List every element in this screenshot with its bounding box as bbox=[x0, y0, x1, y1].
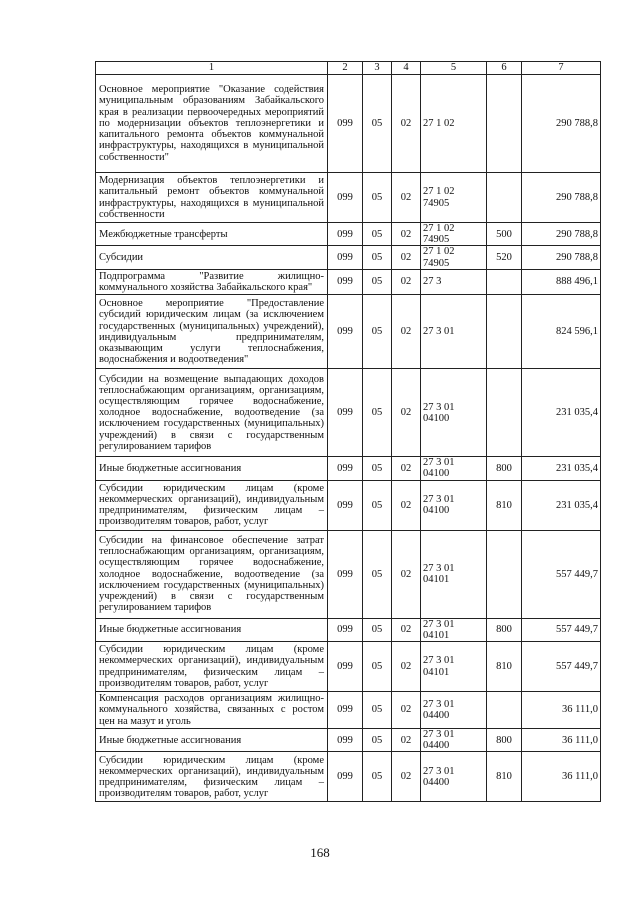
cell-target-article: 27 3 01 04100 bbox=[421, 480, 487, 530]
cell-amount: 290 788,8 bbox=[522, 223, 601, 246]
cell-section-code: 05 bbox=[363, 295, 392, 369]
cell-ministry-code: 099 bbox=[328, 457, 363, 480]
cell-section-code: 05 bbox=[363, 618, 392, 641]
cell-expense-type: 810 bbox=[487, 752, 522, 802]
row-description: Иные бюджетные ассигнования bbox=[96, 457, 328, 480]
cell-amount: 36 111,0 bbox=[522, 752, 601, 802]
cell-amount: 290 788,8 bbox=[522, 75, 601, 173]
cell-amount: 557 449,7 bbox=[522, 530, 601, 618]
table-header-row bbox=[96, 62, 601, 75]
cell-subsection-code: 02 bbox=[392, 692, 421, 729]
cell-target-article: 27 1 02 74905 bbox=[421, 223, 487, 246]
cell-ministry-code: 099 bbox=[328, 369, 363, 457]
cell-section-code: 05 bbox=[363, 269, 392, 294]
row-description: Межбюджетные трансферты bbox=[96, 223, 328, 246]
budget-table bbox=[95, 61, 601, 802]
cell-amount: 36 111,0 bbox=[522, 692, 601, 729]
cell-expense-type: 810 bbox=[487, 642, 522, 692]
table-row bbox=[96, 729, 601, 752]
cell-expense-type bbox=[487, 173, 522, 223]
column-header: 1 bbox=[96, 62, 328, 75]
table-row bbox=[96, 480, 601, 530]
cell-ministry-code: 099 bbox=[328, 269, 363, 294]
cell-section-code: 05 bbox=[363, 246, 392, 269]
table-row bbox=[96, 692, 601, 729]
cell-expense-type: 500 bbox=[487, 223, 522, 246]
cell-expense-type bbox=[487, 369, 522, 457]
cell-expense-type bbox=[487, 269, 522, 294]
cell-ministry-code: 099 bbox=[328, 530, 363, 618]
cell-target-article: 27 3 01 bbox=[421, 295, 487, 369]
cell-subsection-code: 02 bbox=[392, 530, 421, 618]
row-description: Субсидии юридическим лицам (кроме некоммерческих организаций), индивидуальным предпринимателям, физическим лицам – производителям товаров, работ, услуг bbox=[96, 480, 328, 530]
cell-subsection-code: 02 bbox=[392, 457, 421, 480]
column-header: 7 bbox=[522, 62, 601, 75]
cell-amount: 231 035,4 bbox=[522, 480, 601, 530]
cell-subsection-code: 02 bbox=[392, 752, 421, 802]
cell-target-article: 27 3 01 04400 bbox=[421, 692, 487, 729]
table-row bbox=[96, 642, 601, 692]
table-row bbox=[96, 369, 601, 457]
table-row bbox=[96, 752, 601, 802]
row-description: Компенсация расходов организациям жилищно-коммунального хозяйства, связанных с ростом цен на мазут и уголь bbox=[96, 692, 328, 729]
cell-ministry-code: 099 bbox=[328, 295, 363, 369]
cell-section-code: 05 bbox=[363, 530, 392, 618]
cell-section-code: 05 bbox=[363, 729, 392, 752]
cell-expense-type: 800 bbox=[487, 457, 522, 480]
cell-ministry-code: 099 bbox=[328, 75, 363, 173]
cell-target-article: 27 1 02 bbox=[421, 75, 487, 173]
row-description: Модернизация объектов теплоэнергетики и капитальный ремонт объектов коммунальной инфраструктуры, находящихся в муниципальной собственности bbox=[96, 173, 328, 223]
cell-section-code: 05 bbox=[363, 642, 392, 692]
cell-ministry-code: 099 bbox=[328, 692, 363, 729]
cell-subsection-code: 02 bbox=[392, 269, 421, 294]
cell-ministry-code: 099 bbox=[328, 618, 363, 641]
cell-target-article: 27 3 01 04101 bbox=[421, 530, 487, 618]
cell-expense-type bbox=[487, 75, 522, 173]
row-description: Подпрограмма "Развитие жилищно-коммунального хозяйства Забайкальского края" bbox=[96, 269, 328, 294]
table-row bbox=[96, 223, 601, 246]
cell-target-article: 27 3 01 04101 bbox=[421, 618, 487, 641]
row-description: Субсидии bbox=[96, 246, 328, 269]
cell-amount: 888 496,1 bbox=[522, 269, 601, 294]
cell-subsection-code: 02 bbox=[392, 618, 421, 641]
table-row bbox=[96, 173, 601, 223]
cell-subsection-code: 02 bbox=[392, 642, 421, 692]
cell-ministry-code: 099 bbox=[328, 246, 363, 269]
column-header: 2 bbox=[328, 62, 363, 75]
table-row bbox=[96, 269, 601, 294]
cell-section-code: 05 bbox=[363, 369, 392, 457]
cell-target-article: 27 3 01 04100 bbox=[421, 369, 487, 457]
table-row bbox=[96, 246, 601, 269]
cell-section-code: 05 bbox=[363, 173, 392, 223]
cell-target-article: 27 3 01 04101 bbox=[421, 642, 487, 692]
cell-ministry-code: 099 bbox=[328, 642, 363, 692]
table-row bbox=[96, 75, 601, 173]
table-row bbox=[96, 530, 601, 618]
cell-target-article: 27 3 01 04400 bbox=[421, 752, 487, 802]
cell-expense-type: 520 bbox=[487, 246, 522, 269]
column-header: 4 bbox=[392, 62, 421, 75]
cell-expense-type bbox=[487, 692, 522, 729]
table-row bbox=[96, 295, 601, 369]
row-description: Иные бюджетные ассигнования bbox=[96, 618, 328, 641]
cell-amount: 824 596,1 bbox=[522, 295, 601, 369]
cell-section-code: 05 bbox=[363, 75, 392, 173]
row-description: Субсидии на возмещение выпадающих доходов теплоснабжающим организациям, организациям, осуществляющим горячее водоснабжение, холодное водоснабжение, водоотведение (за исключением государственных (муниципальных) учреждений) в связи с государственным регулированием тарифов bbox=[96, 369, 328, 457]
cell-subsection-code: 02 bbox=[392, 729, 421, 752]
cell-section-code: 05 bbox=[363, 480, 392, 530]
cell-section-code: 05 bbox=[363, 223, 392, 246]
cell-subsection-code: 02 bbox=[392, 246, 421, 269]
row-description: Субсидии юридическим лицам (кроме некоммерческих организаций), индивидуальным предпринимателям, физическим лицам – производителям товаров, работ, услуг bbox=[96, 752, 328, 802]
cell-target-article: 27 1 02 74905 bbox=[421, 173, 487, 223]
cell-expense-type: 800 bbox=[487, 618, 522, 641]
cell-ministry-code: 099 bbox=[328, 173, 363, 223]
cell-section-code: 05 bbox=[363, 692, 392, 729]
cell-subsection-code: 02 bbox=[392, 223, 421, 246]
cell-target-article: 27 1 02 74905 bbox=[421, 246, 487, 269]
cell-subsection-code: 02 bbox=[392, 173, 421, 223]
cell-amount: 290 788,8 bbox=[522, 246, 601, 269]
budget-table-body bbox=[96, 62, 601, 802]
cell-expense-type bbox=[487, 295, 522, 369]
cell-amount: 557 449,7 bbox=[522, 618, 601, 641]
cell-target-article: 27 3 bbox=[421, 269, 487, 294]
cell-ministry-code: 099 bbox=[328, 223, 363, 246]
cell-expense-type bbox=[487, 530, 522, 618]
row-description: Иные бюджетные ассигнования bbox=[96, 729, 328, 752]
cell-subsection-code: 02 bbox=[392, 369, 421, 457]
column-header: 5 bbox=[421, 62, 487, 75]
cell-amount: 557 449,7 bbox=[522, 642, 601, 692]
cell-subsection-code: 02 bbox=[392, 295, 421, 369]
row-description: Субсидии на финансовое обеспечение затрат теплоснабжающим организациям, организациям, осуществляющим горячее водоснабжение, холодное водоснабжение, водоотведение (за исключением государственных (муниципальных) учреждений) в связи с государственным регулированием тарифов bbox=[96, 530, 328, 618]
cell-amount: 36 111,0 bbox=[522, 729, 601, 752]
row-description: Основное мероприятие "Предоставление субсидий юридическим лицам (за исключением государственных (муниципальных) учреждений), индивидуальным предпринимателям, оказывающим услуги теплоснабжения, водоснабжения и водоотведения" bbox=[96, 295, 328, 369]
cell-amount: 231 035,4 bbox=[522, 369, 601, 457]
cell-ministry-code: 099 bbox=[328, 752, 363, 802]
table-row bbox=[96, 618, 601, 641]
page-number: 168 bbox=[310, 845, 330, 860]
cell-amount: 290 788,8 bbox=[522, 173, 601, 223]
cell-ministry-code: 099 bbox=[328, 729, 363, 752]
cell-ministry-code: 099 bbox=[328, 480, 363, 530]
cell-target-article: 27 3 01 04100 bbox=[421, 457, 487, 480]
row-description: Основное мероприятие "Оказание содействия муниципальным образованиям Забайкальского края в реализации первоочередных мероприятий по модернизации объектов теплоэнергетики и капитального ремонта объектов коммунальной инфраструктуры, находящихся в муниципальной собственности" bbox=[96, 75, 328, 173]
cell-section-code: 05 bbox=[363, 752, 392, 802]
row-description: Субсидии юридическим лицам (кроме некоммерческих организаций), индивидуальным предпринимателям, физическим лицам – производителям товаров, работ, услуг bbox=[96, 642, 328, 692]
cell-section-code: 05 bbox=[363, 457, 392, 480]
cell-expense-type: 800 bbox=[487, 729, 522, 752]
table-row bbox=[96, 457, 601, 480]
cell-target-article: 27 3 01 04400 bbox=[421, 729, 487, 752]
cell-subsection-code: 02 bbox=[392, 480, 421, 530]
cell-subsection-code: 02 bbox=[392, 75, 421, 173]
column-header: 6 bbox=[487, 62, 522, 75]
column-header: 3 bbox=[363, 62, 392, 75]
cell-amount: 231 035,4 bbox=[522, 457, 601, 480]
cell-expense-type: 810 bbox=[487, 480, 522, 530]
